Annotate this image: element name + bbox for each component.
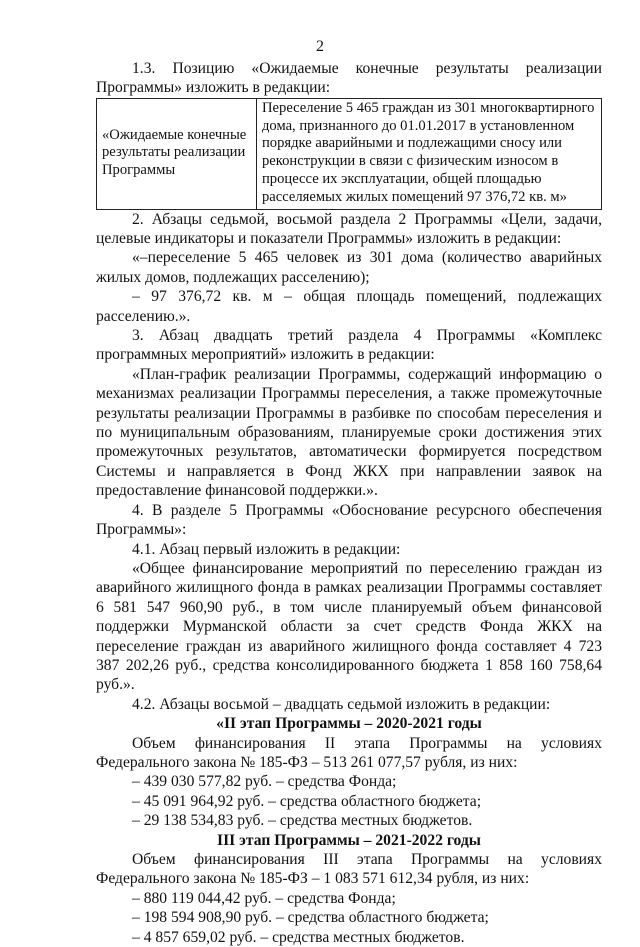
paragraph-2-b: ‒ 97 376,72 кв. м ‒ общая площадь помещений, подлежащих расселению.». [96, 288, 602, 325]
paragraph-4-2: 4.2. Абзацы восьмой – двадцать седьмой изложить в редакции: [132, 695, 551, 713]
stage-3-item: ‒ 198 594 908,90 руб. – средства областного бюджета; [132, 909, 489, 927]
stage-2-item: ‒ 45 091 964,92 руб. – средства областного бюджета; [132, 792, 482, 810]
paragraph-1-3: 1.3. Позицию «Ожидаемые конечные результаты реализации Программы» изложить в редакции: [96, 60, 602, 97]
program-position-table [96, 98, 602, 210]
stage-3-item: ‒ 880 119 044,42 руб. – средства Фонда; [132, 889, 396, 907]
paragraph-4-1: 4.1. Абзац первый изложить в редакции: [132, 540, 401, 558]
stage-2-title: «II этап Программы – 2020-2021 годы [216, 715, 482, 733]
stage-2-item: ‒ 29 138 534,83 руб. – средства местных бюджетов. [132, 812, 473, 830]
stage-2-item: ‒ 439 030 577,82 руб. – средства Фонда; [132, 773, 397, 791]
paragraph-2-a: «‒переселение 5 465 человек из 301 дома (количество аварийных жилых домов, подлежащих расселению); [96, 249, 602, 286]
paragraph-2: 2. Абзацы седьмой, восьмой раздела 2 Программы «Цели, задачи, целевые индикаторы и показатели Программы» изложить в редакции: [96, 210, 602, 247]
stage-3-title: III этап Программы – 2021-2022 годы [217, 831, 481, 849]
page-number: 2 [316, 38, 324, 55]
document-body [96, 59, 602, 947]
paragraph-3-a: «План-график реализации Программы, содержащий информацию о механизмах реализации Программы переселения, а также промежуточные результаты реализации Программы в разбивке по способам переселения и по муниципальным образованиям, планируемые сроки достижения этих промежуточных результатов, автоматически формируется посредством Системы и направляется в Фонд ЖКХ при направлении заявок на предоставление финансовой поддержки.». [96, 365, 602, 500]
paragraph-4-1-a: «Общее финансирование мероприятий по переселению граждан из аварийного жилищного фонда в рамках реализации Программы составляет 6 581 547 960,90 руб., в том числе планируемый объем финансовой поддержки Мурманской области за счет средств Фонда ЖКХ на переселение граждан из аварийного жилищного фонда составляет 4 723 387 202,26 руб., средства консолидированного бюджета 1 858 160 758,64 руб.». [96, 559, 602, 694]
stage-3-intro: Объем финансирования III этапа Программы на условиях Федерального закона № 185-ФЗ – 1 083 571 612,34 рубля, из них: [96, 851, 602, 888]
stage-2-intro: Объем финансирования II этапа Программы на условиях Федерального закона № 185-ФЗ – 513 261 077,57 рубля, из них: [96, 734, 602, 771]
paragraph-3: 3. Абзац двадцать третий раздела 4 Программы «Комплекс программных мероприятий» изложить в редакции: [96, 327, 602, 364]
table-cell-position-name: «Ожидаемые конечные результаты реализации Программы [97, 98, 257, 209]
stage-3-item: ‒ 4 857 659,02 руб. – средства местных бюджетов. [132, 928, 465, 946]
table-row [97, 98, 602, 209]
table-cell-position-value: Переселение 5 465 граждан из 301 многоквартирного дома, признанного до 01.01.2017 в установленном порядке аварийными и подлежащими сносу или реконструкции в связи с физическим износом в процессе их эксплуатации, общей площадью расселяемых жилых помещений 97 376,72 кв. м» [257, 98, 602, 209]
paragraph-4: 4. В разделе 5 Программы «Обоснование ресурсного обеспечения Программы»: [96, 501, 602, 539]
